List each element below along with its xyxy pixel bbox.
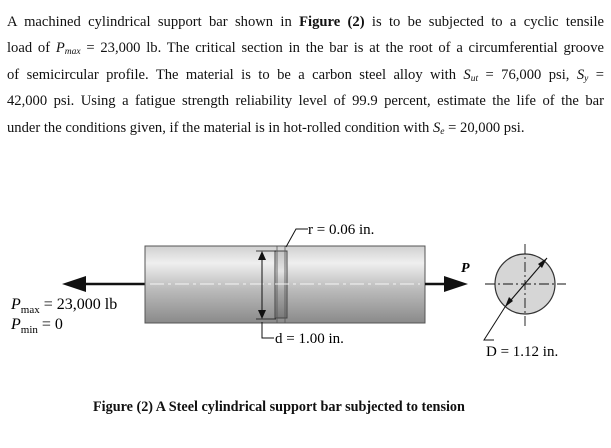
left-force-arrow (62, 276, 146, 292)
radius-label: r = 0.06 in. (308, 222, 375, 238)
subscript-y: y (584, 73, 589, 84)
pmax-label: $P_{max} = 23,000$ lb (11, 296, 118, 316)
text-segment: = 76,000 psi, (478, 66, 577, 83)
text-segment: is to be subjected to a cyclic tensile (364, 14, 605, 30)
figure-reference: Figure (2) (299, 14, 365, 30)
outer-diameter-label: D = 1.12 in. (486, 344, 559, 360)
load-labels (10, 296, 117, 336)
text-segment: load of (7, 40, 56, 57)
text-segment: under the conditions given, if the material is in hot-rolled condition with (7, 119, 433, 136)
pmin-label: $P_{min} = 0$ (11, 316, 63, 336)
subscript-ut: ut (470, 73, 479, 84)
text-segment: 42,000 psi. Using a fatigue strength reliability level of 99.9 percent, estimate the life of the bar (7, 93, 604, 110)
symbol-s: S (463, 66, 471, 83)
text-segment: = 23,000 lb. The critical section in the bar is at the root of a circumferential groove (80, 40, 604, 57)
text-segment: = 20,000 psi. (444, 119, 525, 136)
figure-caption: Figure (2) A Steel cylindrical support bar subjected to tension (93, 399, 465, 415)
radius-leader (286, 229, 308, 247)
subscript-max: max (64, 47, 81, 58)
symbol-s: S (576, 66, 585, 83)
subscript-e: e (440, 126, 445, 137)
cross-section-view (484, 244, 566, 340)
symbol-s: S (432, 119, 441, 136)
text-segment: A machined cylindrical support bar shown in (7, 14, 300, 30)
cylindrical-bar (145, 246, 425, 323)
groove-diameter-label: d = 1.00 in. (275, 331, 344, 347)
symbol-p: P (55, 40, 65, 57)
groove-diameter-leader (262, 322, 274, 338)
text-segment: = (588, 66, 604, 83)
force-label: P (461, 261, 470, 276)
right-force-arrow (425, 276, 468, 292)
text-segment: of semicircular profile. The material is to be a carbon steel alloy with (7, 66, 464, 83)
